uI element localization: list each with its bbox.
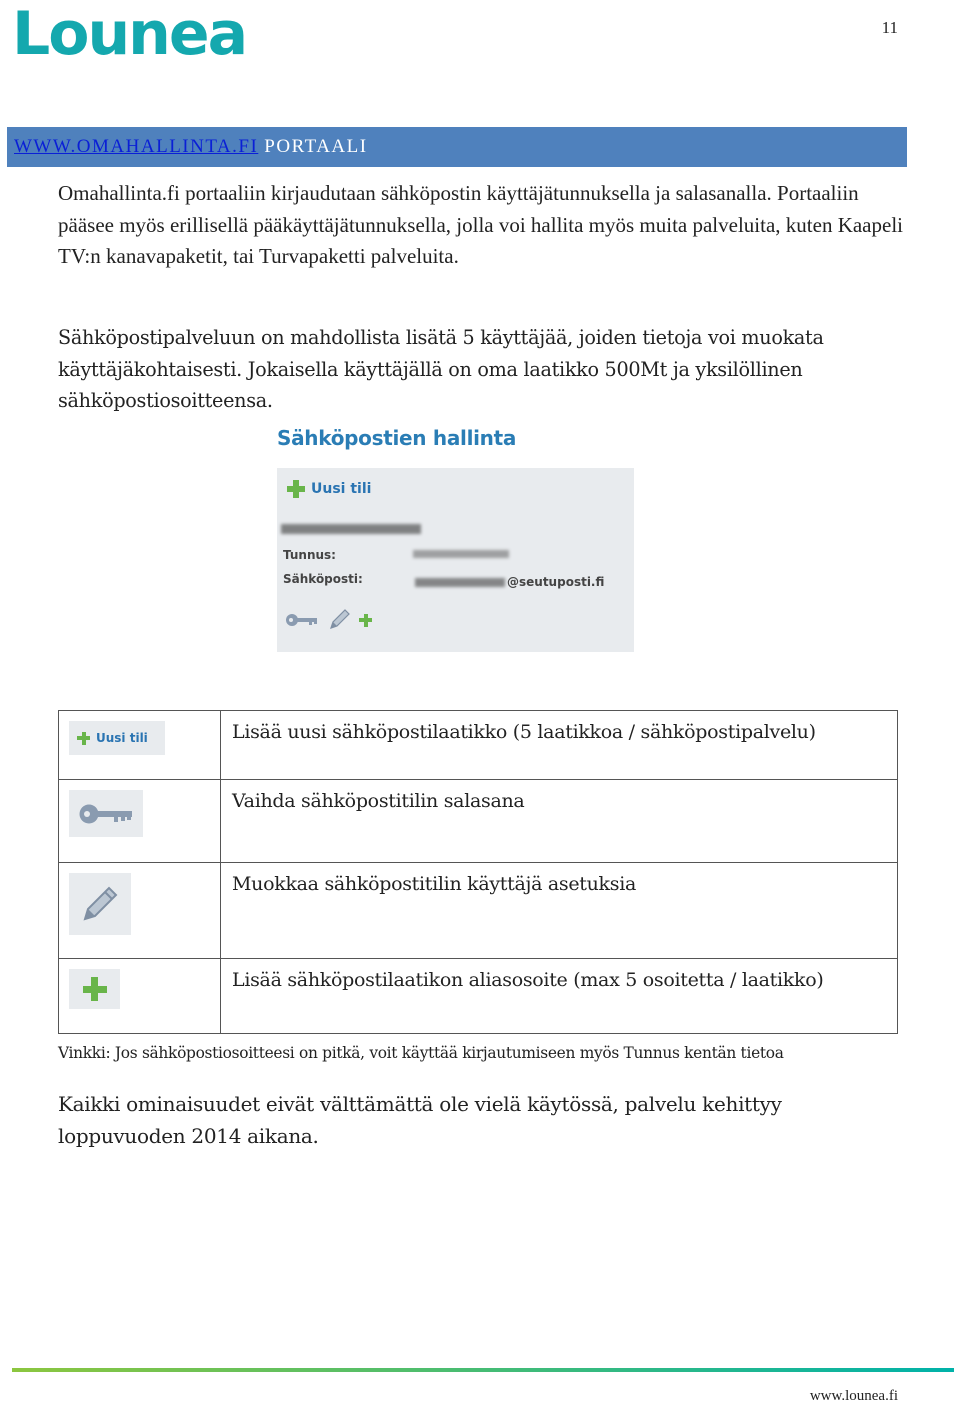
plus-icon bbox=[77, 732, 90, 745]
icon-legend-table bbox=[58, 710, 898, 1034]
figure-panel bbox=[277, 468, 634, 652]
new-account-label: Uusi tili bbox=[311, 481, 372, 497]
key-icon bbox=[78, 803, 134, 825]
pencil-icon bbox=[327, 608, 351, 632]
email-domain: @seutuposti.fi bbox=[507, 575, 605, 589]
email-label: Sähköposti: bbox=[283, 572, 363, 586]
table-row bbox=[59, 863, 898, 959]
plus-icon bbox=[83, 977, 107, 1001]
icon-cell bbox=[59, 711, 221, 780]
new-account-button bbox=[287, 480, 371, 498]
table-row bbox=[59, 959, 898, 1034]
closing-paragraph: Kaikki ominaisuudet eivät välttämättä ole vielä käytössä, palvelu kehittyy loppuvuoden 2014 aikana. bbox=[58, 1092, 782, 1148]
tunnus-label: Tunnus: bbox=[283, 548, 336, 562]
plus-icon bbox=[359, 614, 372, 627]
lounea-logo bbox=[12, 0, 247, 69]
new-account-icon-label: Uusi tili bbox=[96, 731, 148, 745]
blurred-email bbox=[415, 578, 505, 587]
omahallinta-link[interactable]: WWW.OMAHALLINTA.FI bbox=[14, 136, 259, 157]
plus-icon bbox=[287, 480, 305, 498]
page-number: 11 bbox=[881, 18, 898, 37]
email-management-screenshot bbox=[277, 426, 641, 658]
blurred-username bbox=[413, 550, 509, 558]
icon-cell bbox=[59, 863, 221, 959]
section-title: PORTAALI bbox=[264, 136, 368, 157]
table-row bbox=[59, 780, 898, 863]
blurred-name bbox=[281, 524, 421, 534]
description-cell: Muokkaa sähköpostitilin käyttäjä asetuksia bbox=[221, 863, 898, 959]
description-cell: Vaihda sähköpostitilin salasana bbox=[221, 780, 898, 863]
figure-action-icons bbox=[285, 608, 372, 632]
users-paragraph: Sähköpostipalveluun on mahdollista lisätä 5 käyttäjää, joiden tietoja voi muokata käyttäjäkohtaisesti. Jokaisella käyttäjällä on oma laatikko 500Mt ja yksilöllinen sähköpostiosoitteensa. bbox=[58, 326, 824, 412]
section-heading bbox=[7, 127, 907, 167]
plus-icon-box bbox=[69, 969, 120, 1009]
footer-url[interactable]: www.lounea.fi bbox=[809, 1388, 898, 1404]
new-account-icon-box bbox=[69, 721, 165, 755]
description-cell: Lisää sähköpostilaatikon aliasosoite (max 5 osoitetta / laatikko) bbox=[221, 959, 898, 1034]
figure-title: Sähköpostien hallinta bbox=[277, 426, 517, 450]
tip-text: Vinkki: Jos sähköpostiosoitteesi on pitkä, voit käyttää kirjautumiseen myös Tunnus kentän tietoa bbox=[58, 1044, 784, 1062]
key-icon-box bbox=[69, 790, 143, 837]
key-icon bbox=[285, 612, 319, 628]
description-cell: Lisää uusi sähköpostilaatikko (5 laatikkoa / sähköpostipalvelu) bbox=[221, 711, 898, 780]
footer-divider bbox=[12, 1368, 954, 1372]
logo-text: Lounea bbox=[12, 0, 247, 69]
icon-cell bbox=[59, 780, 221, 863]
icon-cell bbox=[59, 959, 221, 1034]
table-row bbox=[59, 711, 898, 780]
intro-paragraph: Omahallinta.fi portaaliin kirjaudutaan sähköpostin käyttäjätunnuksella ja salasanalla. Portaaliin pääsee myös erillisellä pääkäyttäjätunnuksella, jolla voi hallita myös muita palveluita, kuten Kaapeli TV:n kanavapaketit, tai Turvapaketti palveluita. bbox=[58, 181, 903, 268]
pencil-icon-box bbox=[69, 873, 131, 935]
pencil-icon bbox=[79, 883, 121, 925]
